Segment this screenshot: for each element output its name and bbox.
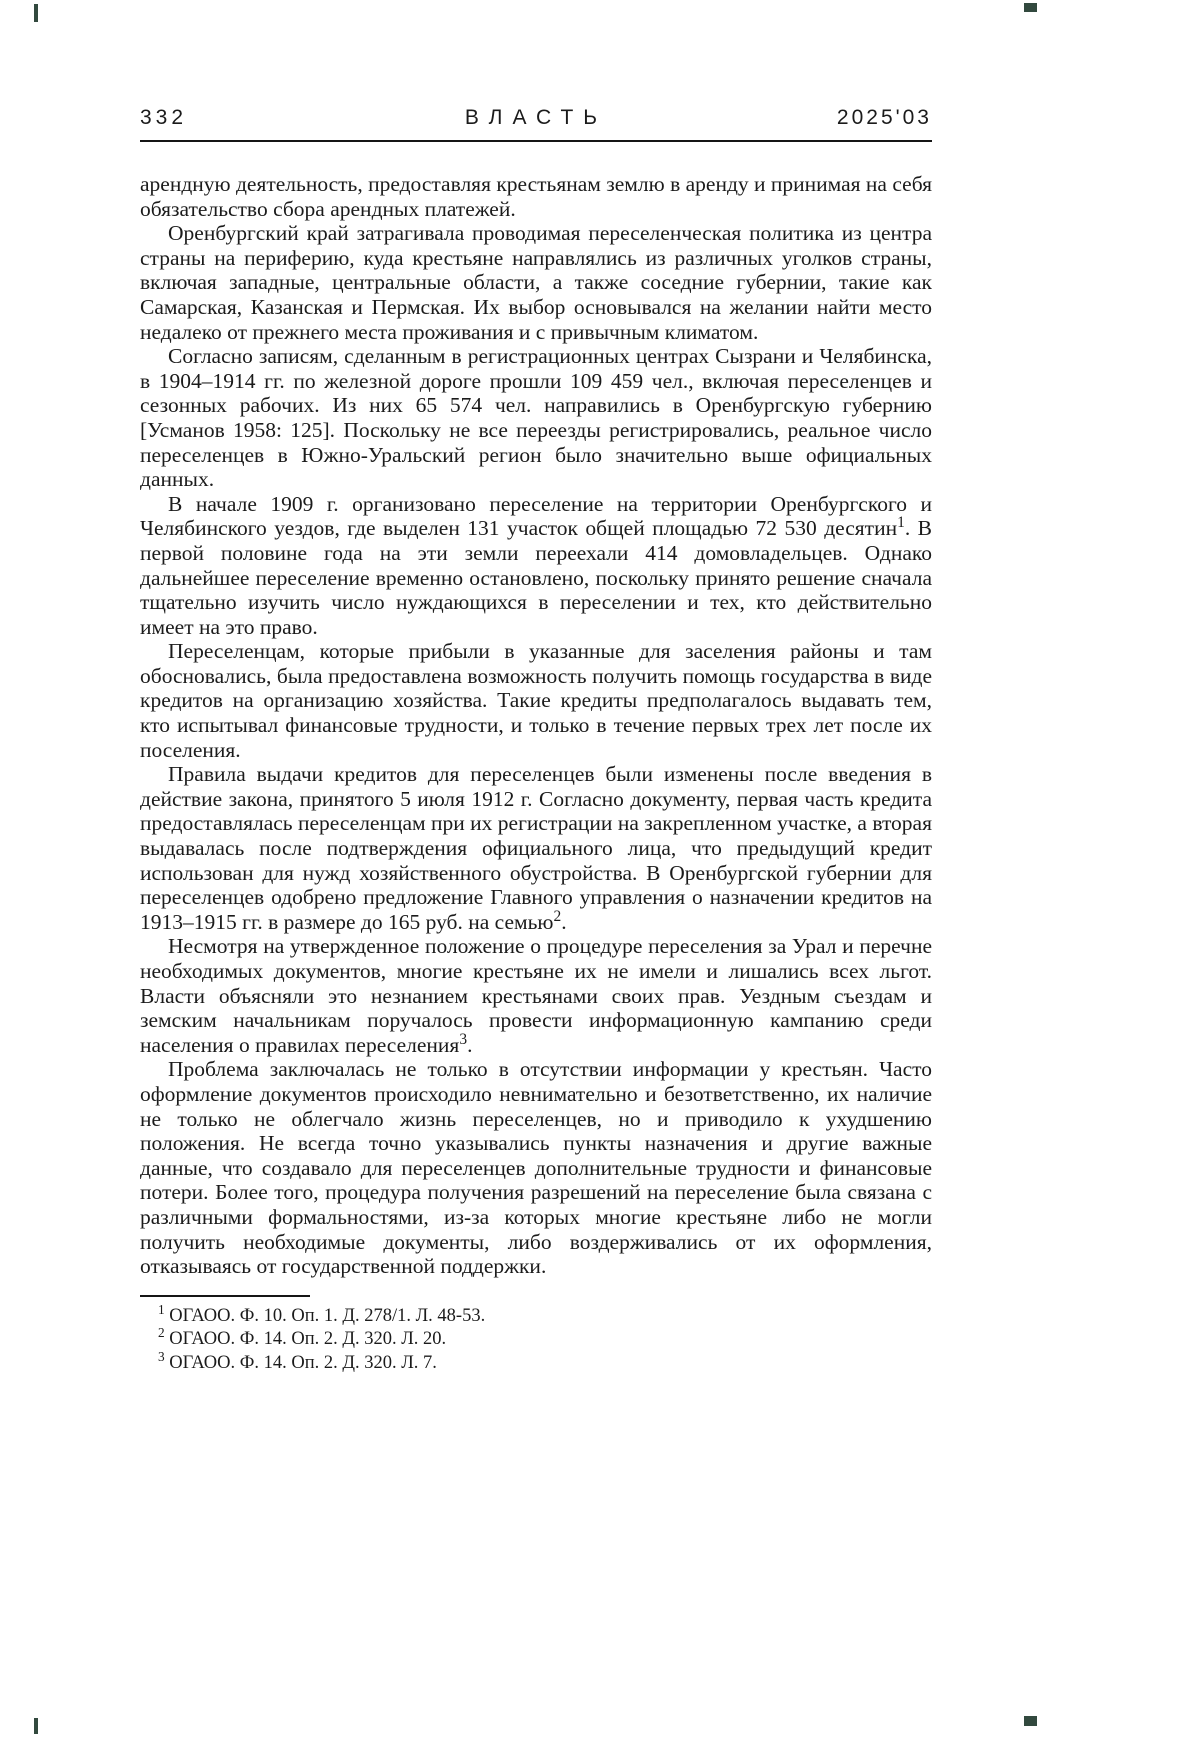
paragraph-text: арендную деятельность, предоставляя крестьянам землю в аренду и принимая на себя обязательство сбора арендных платежей. <box>140 172 932 221</box>
paragraph <box>140 344 932 492</box>
footnote-reference: 1 <box>897 514 905 532</box>
crop-mark-bottom-right <box>1024 1716 1037 1726</box>
article-paragraphs <box>140 172 932 1279</box>
paragraph-text: Несмотря на утвержденное положение о процедуре переселения за Урал и перечне необходимых документов, многие крестьяне их не имели и лишались всех льгот. Власти объясняли это незнанием крестьянами своих прав. Уездным съездам и земским начальникам поручалось провести информационную кампанию среди населения о правилах переселения <box>140 934 932 1057</box>
paragraph <box>140 492 932 640</box>
crop-mark-top-right <box>1024 3 1037 12</box>
footnote-marker: 2 <box>158 1325 165 1341</box>
running-head <box>140 106 932 140</box>
footnote-rule <box>140 1295 310 1297</box>
issue-number: 2025'03 <box>836 106 932 129</box>
paragraph-text: . В первой половине года на эти земли переехали 414 домовладельцев. Однако дальнейшее переселение временно остановлено, поскольку принято решение сначала тщательно изучить число нуждающихся в переселении и тех, кто действительно имеет на это право. <box>140 516 933 639</box>
paragraph-text: Правила выдачи кредитов для переселенцев были изменены после введения в действие закона, принятого 5 июля 1912 г. Согласно документу, первая часть кредита предоставлялась переселенцам при их регистрации на закрепленном участке, а вторая выдавалась после подтверждения официального лица, что предыдущий кредит использован для нужд хозяйственного обустройства. В Оренбургской губернии для переселенцев одобрено предложение Главного управления о назначении кредитов на 1913–1915 гг. в размере до 165 руб. на семью <box>140 762 932 934</box>
paragraph <box>140 934 932 1057</box>
article-body <box>140 172 932 1279</box>
paragraph <box>140 762 932 934</box>
header-rule <box>140 140 932 142</box>
footnote: $^1$ ОГАОО. Ф. 10. Оп. 1. Д. 278/1. Л. 48-53. <box>158 1301 486 1326</box>
footnote: $^2$ ОГАОО. Ф. 14. Оп. 2. Д. 320. Л. 20. <box>158 1325 447 1350</box>
footnote-reference: 3 <box>459 1030 468 1048</box>
paragraph <box>140 221 932 344</box>
paragraph <box>140 172 932 221</box>
journal-title: ВЛАСТЬ <box>464 106 608 129</box>
footnote-marker: 3 <box>158 1348 165 1364</box>
footnote: $^3$ ОГАОО. Ф. 14. Оп. 2. Д. 320. Л. 7. <box>158 1348 437 1373</box>
footnote-marker: 1 <box>158 1301 165 1317</box>
paragraph-text: Переселенцам, которые прибыли в указанные для заселения районы и там обосновались, была предоставлена возможность получить помощь государства в виде кредитов на организацию хозяйства. Такие кредиты предполагалось выдавать тем, кто испытывал финансовые трудности, и только в течение первых трех лет после их поселения. <box>140 639 932 762</box>
paragraph-text: Проблема заключалась не только в отсутствии информации у крестьян. Часто оформление документов происходило невнимательно и безответственно, их наличие не только не облегчало жизнь переселенцев, но и приводило к ухудшению положения. Не всегда точно указывались пункты назначения и другие важные данные, что создавало для переселенцев дополнительные трудности и финансовые потери. Более того, процедура получения разрешений на переселение была связана с различными формальностями, из-за которых многие крестьяне либо не могли получить необходимые документы, либо воздерживались от их оформления, отказываясь от государственной поддержки. <box>140 1057 932 1279</box>
paragraph <box>140 1057 932 1278</box>
paragraph <box>140 639 932 762</box>
paragraph-text: В начале 1909 г. организовано переселение на территории Оренбургского и Челябинского уездов, где выделен 131 участок общей площадью 72 530 десятин <box>140 491 932 541</box>
footnote-reference: 2 <box>553 907 562 925</box>
crop-mark-bottom-left <box>34 1718 38 1734</box>
page-number: 332 <box>140 106 188 129</box>
paragraph-text: . <box>467 1032 473 1057</box>
paragraph-text: Согласно записям, сделанным в регистрационных центрах Сызрани и Челябинска, в 1904–1914 гг. по железной дороге прошли 109 459 чел., включая переселенцев и сезонных рабочих. Из них 65 574 чел. направились в Оренбургскую губернию [Усманов 1958: 125]. Поскольку не все переезды регистрировались, реальное число переселенцев в Южно-Уральский регион было значительно выше официальных данных. <box>140 344 932 492</box>
crop-mark-top-left <box>34 4 38 22</box>
footnotes-list <box>140 1301 932 1376</box>
paragraph-text: Оренбургский край затрагивала проводимая переселенческая политика из центра страны на периферию, куда крестьяне направлялись из различных уголков страны, включая западные, центральные области, а также соседние губернии, такие как Самарская, Казанская и Пермская. Их выбор основывался на желании найти место недалеко от прежнего места проживания и с привычным климатом. <box>140 221 932 344</box>
paragraph-text: . <box>561 909 567 934</box>
page-column <box>140 106 932 1376</box>
